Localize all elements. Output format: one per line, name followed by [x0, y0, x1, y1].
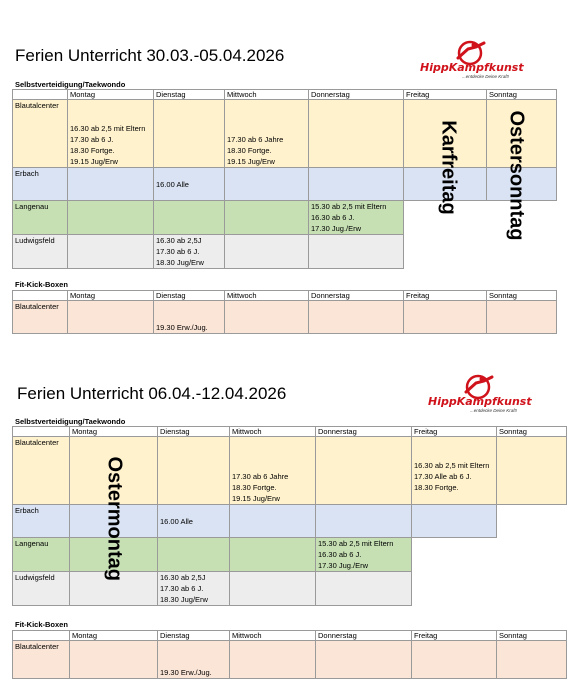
- time-slot: 19.15 Jug/Erw: [70, 157, 118, 166]
- day-header: Freitag: [412, 427, 497, 437]
- time-slot: 18.30 Jug/Erw: [156, 258, 204, 267]
- empty-cell: [497, 505, 567, 538]
- day-header: Dienstag: [158, 631, 230, 641]
- header-corner: [13, 291, 68, 301]
- schedule-cell: [316, 641, 412, 679]
- schedule-cell: [230, 505, 316, 538]
- day-header: Dienstag: [154, 291, 225, 301]
- schedule-cell: [154, 301, 225, 334]
- schedule-cell: [309, 100, 404, 168]
- schedule-cell: [316, 505, 412, 538]
- time-slot: 17.30 Jug./Erw: [318, 561, 369, 570]
- location-cell: Blautalcenter: [13, 100, 68, 168]
- schedule-cell: [154, 235, 225, 269]
- location-cell: Langenau: [13, 201, 68, 235]
- empty-cell: [404, 235, 487, 269]
- schedule-table-sv-week1: [12, 89, 557, 269]
- time-slot: 16.30 ab 2,5 mit Eltern: [414, 461, 490, 470]
- time-slot: 18.30 Fortge.: [232, 483, 277, 492]
- location-cell: Erbach: [13, 168, 68, 201]
- schedule-cell: [412, 505, 497, 538]
- logo-week2: [428, 374, 540, 414]
- schedule-cell: [68, 201, 154, 235]
- location-cell: Ludwigsfeld: [13, 235, 68, 269]
- schedule-cell: [412, 437, 497, 505]
- schedule-cell: [68, 168, 154, 201]
- schedule-cell: [230, 641, 316, 679]
- time-slot: 16.00 Alle: [156, 179, 189, 189]
- time-slot: 16.30 ab 6 J.: [311, 213, 355, 222]
- time-slot: 17.30 ab 6 Jahre: [227, 135, 284, 144]
- logo-slogan: ...entdecke Deine Kraft!: [470, 408, 518, 413]
- section-heading-sv-week1: Selbstverteidigung/Taekwondo: [15, 80, 126, 89]
- schedule-cell: [158, 538, 230, 572]
- schedule-cell: [225, 201, 309, 235]
- time-slot: 15.30 ab 2,5 mit Eltern: [318, 539, 394, 548]
- time-slot: 17.30 Jug./Erw: [311, 224, 362, 233]
- schedule-cell: [70, 641, 158, 679]
- schedule-cell: [309, 301, 404, 334]
- time-slot: 19.30 Erw./Jug.: [156, 323, 208, 332]
- empty-cell: [412, 538, 497, 572]
- logo-brand: HippKampfkunst: [428, 395, 532, 408]
- day-header: Montag: [68, 90, 154, 100]
- table-header-row: [13, 291, 557, 301]
- schedule-cell: [225, 301, 309, 334]
- schedule-cell: [158, 437, 230, 505]
- time-slot: 15.30 ab 2,5 mit Eltern: [311, 202, 387, 211]
- day-header: Montag: [70, 427, 158, 437]
- schedule-cell: [487, 301, 557, 334]
- schedule-cell: [68, 301, 154, 334]
- header-corner: [13, 631, 70, 641]
- location-cell: Ludwigsfeld: [13, 572, 70, 606]
- day-header: Mittwoch: [225, 291, 309, 301]
- schedule-cell: [316, 538, 412, 572]
- schedule-cell: [158, 641, 230, 679]
- day-header: Donnerstag: [309, 90, 404, 100]
- schedule-cell: [154, 100, 225, 168]
- schedule-cell: [68, 100, 154, 168]
- holiday-label-ostermontag: Ostermontag: [103, 456, 126, 581]
- time-slot: 17.30 ab 6 Jahre: [232, 472, 289, 481]
- time-slot: 17.30 ab 6 J.: [70, 135, 114, 144]
- time-slot: 19.15 Jug/Erw: [232, 494, 280, 503]
- schedule-cell: [68, 235, 154, 269]
- logo-week1: [420, 40, 532, 80]
- schedule-cell: [230, 437, 316, 505]
- time-slot: 18.30 Fortge.: [227, 146, 272, 155]
- table-row: [13, 100, 557, 168]
- day-header: Mittwoch: [225, 90, 309, 100]
- table-header-row: [13, 631, 567, 641]
- page-title-week2: Ferien Unterricht 06.04.-12.04.2026: [17, 384, 287, 403]
- schedule-cell: [230, 538, 316, 572]
- table-row: [13, 301, 557, 334]
- schedule-cell: [225, 168, 309, 201]
- time-slot: 17.30 ab 6 J.: [160, 584, 204, 593]
- time-slot: 16.00 Alle: [160, 516, 193, 526]
- table-row: [13, 437, 567, 505]
- time-slot: 17.30 Alle ab 6 J.: [414, 472, 472, 481]
- time-slot: 16.30 ab 2,5 mit Eltern: [70, 124, 146, 133]
- day-header: Donnerstag: [316, 631, 412, 641]
- day-header: Montag: [70, 631, 158, 641]
- day-header: Dienstag: [158, 427, 230, 437]
- table-row: [13, 572, 567, 606]
- table-row: [13, 235, 557, 269]
- schedule-cell: [309, 235, 404, 269]
- schedule-cell: [404, 301, 487, 334]
- location-cell: Erbach: [13, 505, 70, 538]
- table-header-row: [13, 90, 557, 100]
- schedule-cell: [225, 235, 309, 269]
- table-row: [13, 538, 567, 572]
- schedule-cell: [225, 100, 309, 168]
- table-row: [13, 641, 567, 679]
- location-cell: Blautalcenter: [13, 301, 68, 334]
- table-row: [13, 201, 557, 235]
- day-header: Freitag: [404, 291, 487, 301]
- schedule-cell: [158, 505, 230, 538]
- empty-cell: [497, 538, 567, 572]
- day-header: Sonntag: [497, 631, 567, 641]
- day-header: Sonntag: [497, 427, 567, 437]
- day-header: Donnerstag: [309, 291, 404, 301]
- day-header: Donnerstag: [316, 427, 412, 437]
- location-cell: Blautalcenter: [13, 437, 70, 505]
- location-cell: Langenau: [13, 538, 70, 572]
- location-cell: Blautalcenter: [13, 641, 70, 679]
- time-slot: 18.30 Fortge.: [70, 146, 115, 155]
- table-row: [13, 168, 557, 201]
- schedule-cell: [316, 437, 412, 505]
- holiday-label-karfreitag: Karfreitag: [437, 120, 460, 215]
- day-header: Mittwoch: [230, 631, 316, 641]
- schedule-cell: [412, 641, 497, 679]
- table-header-row: [13, 427, 567, 437]
- day-header: Dienstag: [154, 90, 225, 100]
- empty-cell: [412, 572, 497, 606]
- page-title-week1: Ferien Unterricht 30.03.-05.04.2026: [15, 46, 285, 65]
- schedule-cell: [154, 168, 225, 201]
- header-corner: [13, 427, 70, 437]
- header-corner: [13, 90, 68, 100]
- day-header: Sonntag: [487, 90, 557, 100]
- day-header: Freitag: [404, 90, 487, 100]
- time-slot: 18.30 Fortge.: [414, 483, 459, 492]
- day-header: Montag: [68, 291, 154, 301]
- holiday-label-ostersonntag: Ostersonntag: [505, 110, 528, 241]
- schedule-table-fitkick-week2: [12, 630, 567, 679]
- schedule-cell: [309, 168, 404, 201]
- schedule-cell: [316, 572, 412, 606]
- schedule-table-sv-week2: [12, 426, 567, 606]
- schedule-table-fitkick-week1: [12, 290, 557, 334]
- schedule-cell: [230, 572, 316, 606]
- schedule-cell: [158, 572, 230, 606]
- logo-brand: HippKampfkunst: [420, 61, 524, 74]
- table-row: [13, 505, 567, 538]
- section-heading-fitkick-week1: Fit-Kick-Boxen: [15, 280, 68, 289]
- time-slot: 16.30 ab 6 J.: [318, 550, 362, 559]
- time-slot: 16.30 ab 2,5J: [156, 236, 202, 245]
- time-slot: 17.30 ab 6 J.: [156, 247, 200, 256]
- schedule-cell: [154, 201, 225, 235]
- empty-cell: [497, 572, 567, 606]
- day-header: Mittwoch: [230, 427, 316, 437]
- day-header: Sonntag: [487, 291, 557, 301]
- time-slot: 19.15 Jug/Erw: [227, 157, 275, 166]
- schedule-cell: [497, 437, 567, 505]
- schedule-cell: [309, 201, 404, 235]
- schedule-cell: [497, 641, 567, 679]
- logo-slogan: ...entdecke Deine Kraft!: [462, 74, 510, 79]
- day-header: Freitag: [412, 631, 497, 641]
- time-slot: 19.30 Erw./Jug.: [160, 668, 212, 677]
- section-heading-sv-week2: Selbstverteidigung/Taekwondo: [15, 417, 126, 426]
- section-heading-fitkick-week2: Fit-Kick-Boxen: [15, 620, 68, 629]
- time-slot: 18.30 Jug/Erw: [160, 595, 208, 604]
- time-slot: 16.30 ab 2,5J: [160, 573, 206, 582]
